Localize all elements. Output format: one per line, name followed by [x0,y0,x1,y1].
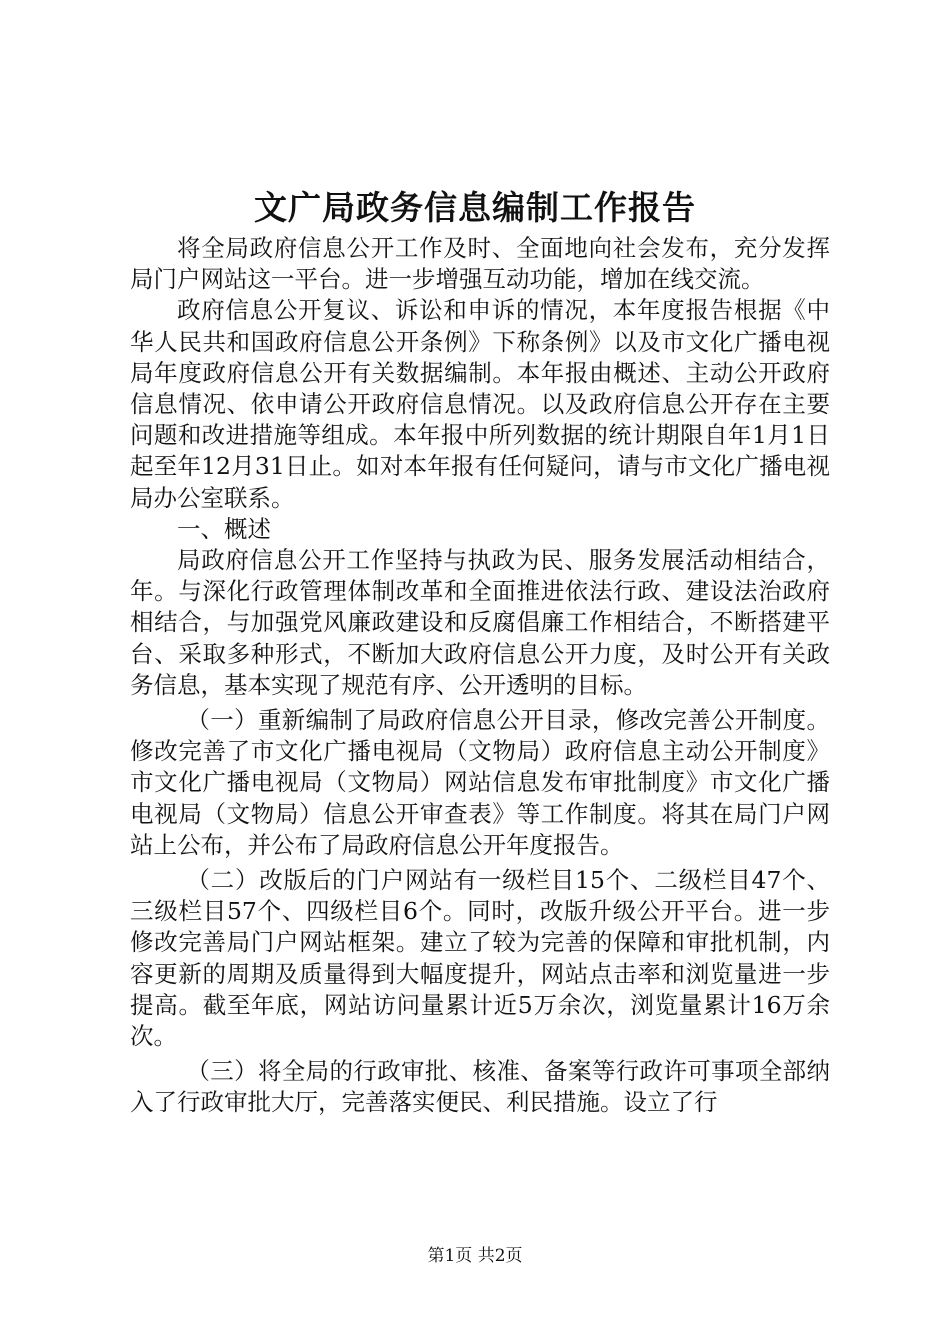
paragraph-item-1: （一）重新编制了局政府信息公开目录，修改完善公开制度。修改完善了市文化广播电视局（文物局）政府信息主动公开制度》市文化广播电视局（文物局）网站信息发布审批制度》市文化广播电视局（文物局）信息公开审查表》等工作制度。将其在局门户网站上公布，并公布了局政府信息公开年度报告。 [130,706,830,859]
paragraph-item-3: （三）将全局的行政审批、核准、备案等行政许可事项全部纳入了行政审批大厅，完善落实便民、利民措施。设立了行 [130,1057,830,1117]
document-body [130,233,830,1119]
page-footer: 第1页 共2页 [427,1246,523,1266]
paragraph-overview: 局政府信息公开工作坚持与执政为民、服务发展活动相结合，年。与深化行政管理体制改革和全面推进依法行政、建设法治政府相结合，与加强党风廉政建设和反腐倡廉工作相结合，不断搭建平台、采取多种形式，不断加大政府信息公开力度，及时公开有关政务信息，基本实现了规范有序、公开透明的目标。 [130,546,830,699]
section-heading-overview: 一、概述 [177,514,271,543]
paragraph-intro: 将全局政府信息公开工作及时、全面地向社会发布，充分发挥局门户网站这一平台。进一步增强互动功能，增加在线交流。 [130,234,830,294]
document-title: 文广局政务信息编制工作报告 [254,188,696,227]
paragraph-item-2: （二）改版后的门户网站有一级栏目15个、二级栏目47个、三级栏目57个、四级栏目6个。同时，改版升级公开平台。进一步修改完善局门户网站框架。建立了较为完善的保障和审批机制，内容更新的周期及质量得到大幅度提升，网站点击率和浏览量进一步提高。截至年底，网站访问量累计近5万余次，浏览量累计16万余次。 [130,866,830,1051]
paragraph-report-basis: 政府信息公开复议、诉讼和申诉的情况，本年度报告根据《中华人民共和国政府信息公开条例》下称条例》以及市文化广播电视局年度政府信息公开有关数据编制。本年报由概述、主动公开政府信息情况、依申请公开政府信息情况。以及政府信息公开存在主要问题和改进措施等组成。本年报中所列数据的统计期限自年1月1日起至年12月31日止。如对本年报有任何疑问，请与市文化广播电视局办公室联系。 [130,296,830,512]
